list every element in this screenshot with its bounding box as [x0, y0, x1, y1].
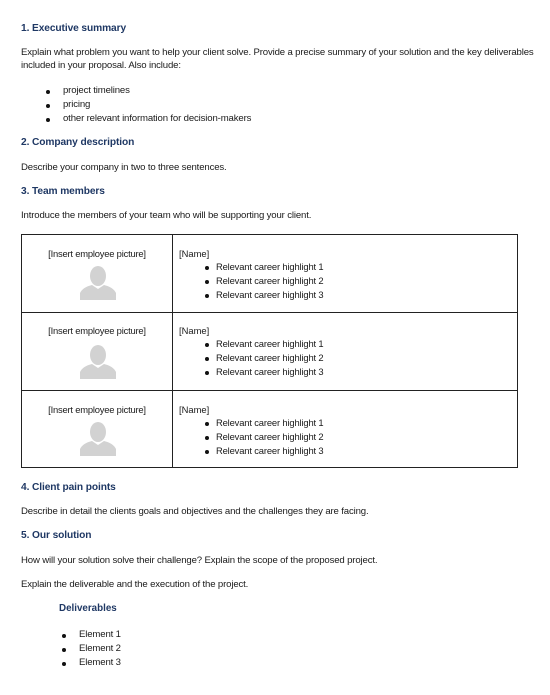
bullet-dot [205, 280, 209, 284]
team-members-table [21, 234, 518, 468]
summary-bullet-item: pricing [63, 99, 91, 110]
employee-picture-placeholder-label: [Insert employee picture] [48, 404, 146, 415]
executive-summary-heading: 1. Executive summary [21, 23, 127, 34]
company-description-text: Describe your company in two to three sentences. [21, 162, 227, 173]
career-highlight: Relevant career highlight 1 [216, 261, 324, 272]
our-solution-heading: 5. Our solution [21, 530, 92, 541]
career-highlight: Relevant career highlight 1 [216, 338, 324, 349]
bullet-dot [205, 422, 209, 426]
person-silhouette-icon [80, 416, 116, 456]
bullet-dot [46, 104, 50, 108]
our-solution-text-1: How will your solution solve their challenge? Explain the scope of the proposed project. [21, 555, 378, 566]
employee-picture-placeholder-label: [Insert employee picture] [48, 248, 146, 259]
deliverable-element: Element 1 [79, 629, 121, 640]
employee-picture-placeholder-label: [Insert employee picture] [48, 325, 146, 336]
deliverable-element: Element 3 [79, 657, 121, 668]
bullet-dot [205, 343, 209, 347]
person-silhouette-icon [80, 260, 116, 300]
employee-name: [Name] [179, 325, 210, 336]
bullet-dot [205, 450, 209, 454]
deliverables-heading: Deliverables [59, 603, 117, 614]
bullet-dot [62, 648, 66, 652]
client-pain-points-heading: 4. Client pain points [21, 482, 116, 493]
executive-summary-text-line1: Explain what problem you want to help your client solve. Provide a precise summary of your solution and the key deliverables [21, 47, 534, 58]
career-highlight: Relevant career highlight 3 [216, 289, 324, 300]
bullet-dot [46, 90, 50, 94]
company-description-heading: 2. Company description [21, 137, 135, 148]
deliverable-element: Element 2 [79, 643, 121, 654]
bullet-dot [205, 294, 209, 298]
person-silhouette-icon [80, 339, 116, 379]
career-highlight: Relevant career highlight 2 [216, 352, 324, 363]
bullet-dot [205, 357, 209, 361]
team-member-row [22, 391, 517, 467]
career-highlight: Relevant career highlight 3 [216, 366, 324, 377]
career-highlight: Relevant career highlight 1 [216, 417, 324, 428]
career-highlight: Relevant career highlight 2 [216, 275, 324, 286]
our-solution-text-2: Explain the deliverable and the execution of the project. [21, 579, 249, 590]
client-pain-points-text: Describe in detail the clients goals and objectives and the challenges they are facing. [21, 506, 369, 517]
bullet-dot [205, 266, 209, 270]
summary-bullet-item: project timelines [63, 85, 130, 96]
team-member-row [22, 235, 517, 313]
career-highlight: Relevant career highlight 3 [216, 445, 324, 456]
executive-summary-text-line2: included in your proposal. Also include: [21, 60, 181, 71]
employee-name: [Name] [179, 248, 210, 259]
bullet-dot [62, 634, 66, 638]
team-members-heading: 3. Team members [21, 186, 105, 197]
bullet-dot [205, 371, 209, 375]
team-members-text: Introduce the members of your team who will be supporting your client. [21, 210, 312, 221]
team-member-row [22, 313, 517, 391]
career-highlight: Relevant career highlight 2 [216, 431, 324, 442]
bullet-dot [205, 436, 209, 440]
bullet-dot [62, 662, 66, 666]
bullet-dot [46, 118, 50, 122]
summary-bullet-item: other relevant information for decision-makers [63, 113, 252, 124]
employee-name: [Name] [179, 404, 210, 415]
